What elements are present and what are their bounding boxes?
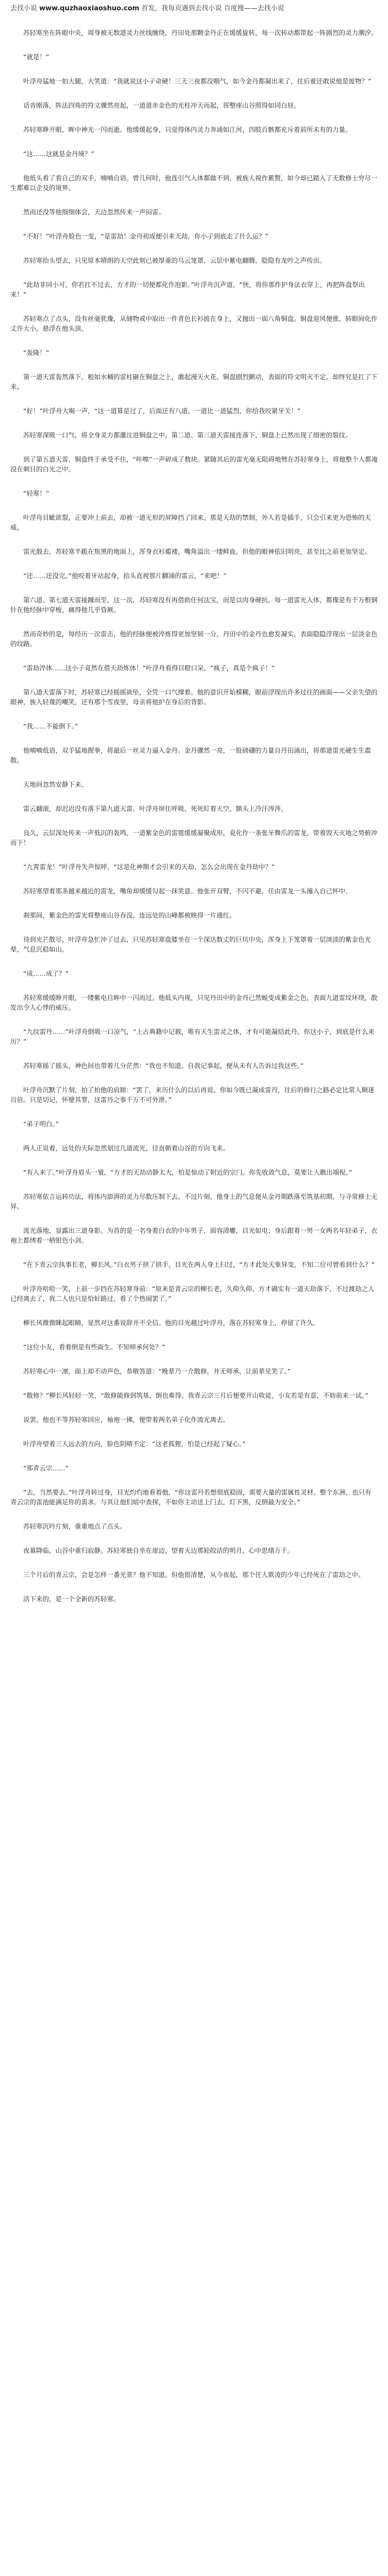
- paragraph: “去，当然要去。”叶浮舟转过身，目光灼灼地看着他，“你这雷丹若想彻底稳固，需要大量的雷属性灵材。整个东洲，也只有青云宗的雷池能满足你的需求。与其让他们暗中查探，不如你主动送上门去，灯下黑，反倒最为安全。”: [10, 1488, 372, 1506]
- paragraph: “这……这就是金丹境？”: [23, 150, 94, 158]
- paragraph: 待到光芒散尽，叶浮舟急忙冲了过去，只见苏轻寒盘膝坐在一个深达数丈的巨坑中央，浑身上下笼罩着一层淡淡的紫金色光晕，气息沉稳如山。: [10, 936, 372, 953]
- paragraph: 雷光散去，苏轻寒半跪在焦黑的地面上，浑身衣衫褴褛，嘴角溢出一缕鲜血。但他的眼神依旧明亮，甚至比之前更加坚定。: [23, 548, 372, 555]
- site-tagline: 首发，我每页遇到去找小说 百度搜——去找小说: [141, 5, 284, 12]
- paragraph: 苏轻寒深吸一口气，将全身灵力都灌注进铜盘之中。第二道、第三道天雷接连落下，铜盘上已然出现了细密的裂纹。: [23, 431, 352, 439]
- paragraph: 苏轻寒点了点头，没有丝毫犹豫，从储物戒中取出一件青色长衫披在身上，又抛出一面八角铜盘。铜盘迎风便涨，转眼间化作丈许大小，悬浮在他头顶。: [10, 315, 378, 332]
- paragraph: 叶浮舟猛地一拍大腿，大笑道：“我就说这小子命硬！三天三夜都没咽气，如今金丹都凝出来了，往后谁还敢说他是废物？”: [23, 77, 372, 85]
- paragraph: “好！”叶浮舟大喝一声，“这一道算是过了，后面还有八道，一道比一道猛烈，你给我咬紧牙关！”: [23, 407, 301, 415]
- paragraph: 第八道天雷落下时，苏轻寒已经摇摇欲坠，全凭一口气撑着。他的意识开始模糊，眼前浮现出许多过往的画面——父亲失望的眼神，族人轻蔑的嘲笑，还有那个雪夜里，母亲将他护在身后的背影。: [10, 688, 378, 706]
- paragraph: 良久，云层深处传来一声低沉的轰鸣，一道紫金色的雷霆缓缓凝聚成形，竟化作一条张牙舞爪的雷龙，带着毁天灭地之势俯冲而下！: [10, 829, 378, 846]
- paragraph: 第六道、第七道天雷接踵而至。这一次，苏轻寒没有再借助任何法宝，而是以肉身硬抗。每一道雷光入体，都像是有千万根钢针在他经脉中穿梭，痛得他几乎昏厥。: [10, 596, 378, 614]
- paragraph: 苏轻寒睁开眼，眸中神光一闪而逝。他缓缓起身，只觉得体内灵力奔涌如江河，四肢百骸都充斥着前所未有的力量。: [23, 126, 352, 133]
- paragraph: 叶浮舟沉默了片刻，拍了拍他的肩膀：“罢了，来历什么的以后再说。你如今既已凝成雷丹，往后的修行之路必定比常人顺遂百倍。只是切记，怀璧其罪，这雷丹之事千万不可外泄。”: [10, 1086, 375, 1104]
- paragraph: “还……还没完。”他咬着牙站起身，抬头直视那片翻涌的雷云，“来吧！”: [23, 572, 227, 580]
- paragraph: 刹那间，紫金色的雷光将整座山谷吞没，连远处的山峰都被映得一片通红。: [23, 911, 236, 919]
- paragraph: “雷劫淬体……这小子竟然在借天劫炼体！”叶浮舟看得目瞪口呆，“疯子，真是个疯子！”: [23, 664, 275, 672]
- paragraph: 三个月后的青云宗，会是怎样一番光景？他不知道。但他很清楚，从今夜起，那个任人欺凌的少年已经死在了雷劫之中。: [23, 1571, 365, 1579]
- paragraph: “此劫非同小可，你若扛不过去，方才的一切便都化作泡影。”叶浮舟沉声道，“快，将你那件护身法衣穿上，再把阵盘祭出来！”: [10, 281, 365, 298]
- paragraph: “这位小友，看着倒是有些面生。不知师承何处？”: [23, 1343, 165, 1351]
- paragraph: 他低头看了看自己的双手，喃喃自语。曾几何时，他连引气入体都做不到，被族人视作累赘，如今却已踏入了无数修士穷尽一生都难以企及的境界。: [10, 174, 378, 192]
- paragraph: 苏轻寒摇了摇头，神色间也带着几分茫然：“我也不知道。自我记事起，便从未有人告诉过我这些。”: [23, 1062, 304, 1070]
- paragraph: “轻寒！”: [23, 489, 49, 497]
- paragraph: “九霄雷龙！”叶浮舟失声惊呼，“这是化神期才会引来的天劫，怎么会出现在金丹劫中？”: [23, 863, 275, 871]
- paragraph: 雷云翻滚，却迟迟没有落下第九道天雷。叶浮舟屏住呼吸，死死盯着天空，额头上冷汗涔涔。: [23, 805, 288, 812]
- paragraph: “我……不能倒下。”: [23, 722, 78, 730]
- paragraph: 第一道天雷轰然落下，粗如水桶的雷柱砸在铜盘之上，激起漫天火花。铜盘剧烈颤动，表面的符文明灭不定，却终究是扛了下来。: [10, 373, 378, 391]
- site-header: [10, 0, 378, 18]
- paragraph: 天地间忽然安静下来。: [23, 781, 88, 788]
- paragraph: 叶浮舟望着三人远去的方向，脸色阴晴不定：“这老狐狸，怕是已经起了疑心。”: [23, 1440, 246, 1448]
- paragraph: 活下来的，是一个全新的苏轻寒。: [23, 1595, 120, 1603]
- paragraph: “成……成了？”: [23, 970, 69, 977]
- paragraph: “轰隆！”: [23, 349, 49, 357]
- paragraph: 两人正说着，远处的天际忽然划过几道流光，径直朝着山谷的方向飞来。: [23, 1144, 230, 1152]
- chapter-body: [10, 18, 378, 1604]
- paragraph: “弟子明白。”: [23, 1120, 59, 1128]
- paragraph: “散修？”柳长风轻轻一笑，“散修能修到筑基，倒也难得。我青云宗三月后便要开山收徒，小友若是有意，不妨前来一试。”: [23, 1392, 368, 1399]
- paragraph: 苏轻寒缓缓睁开眼，一缕紫电自眸中一闪而过。他低头内视，只见丹田中的金丹已然蜕变成紫金之色，表面九道雷纹环绕，散发出令人心悸的威压。: [10, 994, 378, 1011]
- paragraph: 苏轻寒沉吟片刻，重重地点了点头。: [23, 1522, 127, 1530]
- paragraph: “有人来了。”叶浮舟眉头一皱，“方才的天劫动静太大，怕是惊动了附近的宗门。你先收敛气息，莫要让人瞧出端倪。”: [23, 1168, 352, 1176]
- paragraph: 苏轻寒坐在阵眼中央，周身被无数道灵力丝线缠绕，丹田处那颗金丹正在缓缓旋转，每一次转动都带起一阵剧烈的灵力潮汐。: [23, 29, 378, 37]
- paragraph: 苏轻寒依言运转功法，将体内澎湃的灵力尽数压制下去。不过片刻，他身上的气息便从金丹期跌落至筑基初期，与寻常修士无异。: [10, 1193, 378, 1210]
- paragraph: “就是！”: [23, 53, 49, 61]
- paragraph: 说罢，他也不等苏轻寒回应，袖袍一拂，便带着两名弟子化作流光离去。: [23, 1416, 230, 1423]
- paragraph: 流光落地，显露出三道身影。为首的是一名身着白衣的中年男子，面容清癯，目光如电；身后跟着一男一女两名年轻弟子，衣袍上都绣着一柄银色小剑。: [10, 1227, 378, 1244]
- paragraph: 柳长风微微眯起眼睛，显然对这番说辞并不全信。他的目光越过叶浮舟，落在苏轻寒身上，停留了许久。: [23, 1319, 320, 1327]
- paragraph: 话音刚落，阵法四角的符文骤然亮起，一道道赤金色的光柱冲天而起，将整座山谷照得如同白昼。: [23, 101, 300, 109]
- paragraph: “九纹雷丹……”叶浮舟倒吸一口凉气，“上古典籍中记载，唯有天生雷灵之体，才有可能凝结此丹。你这小子，到底是什么来历？”: [10, 1028, 375, 1045]
- site-domain-link[interactable]: www.quzhaoxiaoshuo.com: [39, 5, 140, 12]
- paragraph: 到了第五道天雷，铜盘终于承受不住，“咔嚓”一声碎成了数块。紧随其后的雷光毫无阻碍地劈在苏轻寒身上，将他整个人都淹没在刺目的白光之中。: [10, 455, 378, 473]
- paragraph: 然而奇妙的是，每经历一次雷击，他的经脉便被淬炼得更加坚韧一分，丹田中的金丹也愈发凝实，表面隐隐浮现出一层淡金色的纹路。: [10, 630, 378, 648]
- paragraph: 他喃喃低语，双手猛地握拳，将最后一丝灵力逼入金丹。金丹骤然一亮，一股磅礴的力量自丹田涌出，将那道雷光硬生生震散。: [10, 747, 372, 764]
- site-label: 去找小说: [10, 5, 38, 12]
- paragraph: 叶浮舟目眦欲裂，正要冲上前去，却被一道无形的屏障挡了回来。那是天劫的禁制，外人若是插手，只会引来更为恐怖的天威。: [10, 514, 372, 531]
- paragraph: 叶浮舟哈哈一笑，上前一步挡在苏轻寒身前：“原来是青云宗的柳长老，久仰久仰。方才确实有一道天劫落下，不过渡劫之人已经离去了，我二人也只是恰好路过，看了个热闹罢了。”: [10, 1285, 375, 1302]
- paragraph: “在下青云宗执事长老，柳长风。”白衣男子拱了拱手，目光在两人身上扫过，“方才此处天象异变，不知二位可曾看到什么？”: [23, 1261, 375, 1268]
- paragraph: “那青云宗……”: [23, 1464, 69, 1472]
- paragraph: 苏轻寒心中一凛，面上却不动声色，恭敬答道：“晚辈乃一介散修，并无师承，让前辈见笑了。”: [23, 1367, 291, 1375]
- paragraph: 苏轻寒抬头望去，只见原本晴朗的天空此刻已被厚重的乌云笼罩，云层中紫电翻腾，隐隐有龙吟之声传出。: [23, 257, 326, 264]
- paragraph: 夜幕降临，山谷中重归寂静。苏轻寒独自坐在崖边，望着天边那轮皎洁的明月，心中思绪万千。: [23, 1547, 294, 1554]
- paragraph: 苏轻寒望着那条越来越近的雷龙，嘴角却缓缓勾起一抹笑意。他张开双臂，不闪不避，任由雷龙一头撞入自己怀中。: [23, 887, 352, 895]
- paragraph: “不好！”叶浮舟脸色一变，“是雷劫！金丹初成便引来天劫，你小子到底走了什么运？”: [23, 232, 268, 240]
- paragraph: 然而还没等他细细体会，天边忽然传来一声闷雷。: [23, 208, 165, 216]
